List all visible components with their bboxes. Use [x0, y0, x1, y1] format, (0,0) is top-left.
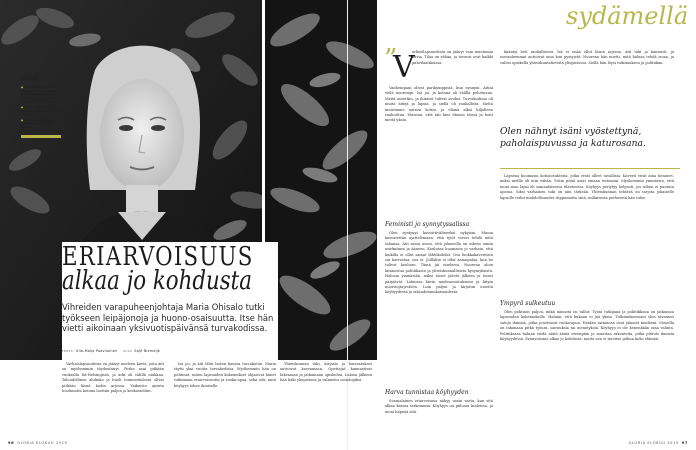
- body-column-right-2: [500, 174, 674, 298]
- drop-cap-letter: V: [393, 50, 415, 85]
- body-column-mid-3: [385, 399, 493, 439]
- paragraph: arhaislapsuudesta on jäänyt vain muutamia kuvia. Tilaa on vähän, ja tavarat ovat kaikki pahvilaatikoissa.: [412, 50, 493, 65]
- footer-left: [8, 441, 67, 445]
- footer-left-text: GLORIA ELOKUU 2015: [17, 441, 68, 445]
- paragraph: Olen syntynyt kasvattivälineeksi nykyisin. Minua kasvatettiin ajattelemaan, että tytöt voivat tehdä mitä tahansa. Äiti sanoi usein, että jokaisella on oikeus omiin unelmiinsa ja ääneen. Koulussa huomasin jo varhain, että kaikilla ei ollut samat lähtökohdat. Osa luokkakavereista sai harrastaa, osa ei. Joillakin ei ollut aamupalaa, kun he tulivat kouluun. Tämä jäi mieleeni. Nuorena aloin kiinnostua politiikasta ja yhteiskunnallisista kysymyksistä. Halusin ymmärtää, miksi toiset jäävät jälkeen ja toiset pärjäävät. Lukiossa kävin mielenosoituksissa ja liityin nuorisojärjestöön. Luin paljon ja kirjoitin esseitä köyhyydestä ja oikeudenmukaisuudesta.: [385, 231, 493, 295]
- kuka-item: ● Tutkimusaiheet ovat köyhyys ja eriarvoisuus sekä ruoka-apu.: [21, 106, 63, 117]
- body-column-mid-intro: [412, 50, 493, 84]
- kuka-box: [21, 74, 63, 138]
- paragraph: Olen pohtinut paljon, mikä minusta on tullut. Työni tutkijana ja poliitikkona on jatkumoa lapsuuden kokemuksille. Haluan, että kukaan ei jää yksin. Tutkimuksessani olen tavannut satoja ihmisiä, jotka jonottavat ruoka-apua. Heidän tarinansa ovat jääneet mieleeni. Monella on takanaan pitkä työura, sairauksia tai menetyksiä. Köyhyys ei ole kenenkään oma valinta. Politiikassa haluan viedä näitä ääniä eteenpäin ja muuttaa rakenteita, jotka pitävät ihmisiä köyhyydessä. Eriarvoisuus alkaa jo kohdusta, mutta sen ei tarvitse jatkua koko elämää.: [500, 310, 674, 342]
- paragraph: Lapsena huomasin kotiolosuhteita, jotka eivät olleet tavallisia. Kaverit eivät aina tienneet, miksi meillä oli niin vähän. Yritin pitää asiat omana tietonani. Myöhemmin ymmärsin, että moni muu lapsi eli samanlaisessa tilanteessa. Köyhyys periytyy helposti, jos siihen ei puututa ajoissa. Siksi varhainen tuki on niin tärkeää. Yhteiskunnan tehtävä on tarjota jokaiselle lapselle reilut mahdollisuudet riippumatta siitä, millaisesta perheestä hän tulee.: [500, 174, 674, 200]
- body-column-right-3: [500, 310, 674, 436]
- body-column-mid-2: [385, 231, 493, 387]
- paragraph: kääntyi heti rauhallisesti. Isä ei enää ollut läsnä arjessa. Äiti tuki ja kannusti, ja isovanhemmat auttoivat aina kun pystyivät. Nuorena hän mietti, mitä haluaa tehdä isona, ja valitsi opiskella yhteiskuntatieteitä yliopistossa. Siellä hän löysi tutkimuksen ja politiikan.: [500, 50, 674, 65]
- paragraph: Yhteiskunnan tuki, kirjasto ja harrastukset auttoivat kasvamaan. Opettajat kannustivat lukemaan ja jatkamaan opiskelua. Lukion jälkeen hän haki yliopistoon ja valmistui sosiologiksi.: [280, 362, 372, 383]
- page-number-left: 96: [8, 441, 15, 445]
- kuka-title: Kuka: [21, 74, 38, 82]
- paragraph: Varhaislapsuudesta on jäänyt mieleen kuvia, joita äiti on myöhemmin täydentänyt. Perhe asui pitkään vuokralla Itä-Helsingissä, ja arki oli välillä niukkaa. Taloudellinen ahdinko ja huoli toimeentulosta olivat pitkään läsnä kodin arjessa. Vaikeista ajoista huolimatta kotona luettiin paljon ja keskusteltiin.: [62, 362, 164, 394]
- headline-line-1: ERIARVOISUUS: [62, 242, 254, 272]
- footer-right: [629, 441, 688, 445]
- byline-text-author: Ulla-Maija Paavilainen: [75, 349, 118, 353]
- drop-cap: [384, 44, 415, 85]
- byline: [62, 349, 274, 353]
- page-number-right: 97: [681, 441, 688, 445]
- kuka-item: ● Harrastaa lukemista, liikuntaa ja konserteissa käymistä.: [21, 119, 63, 130]
- body-column-left-2: [174, 362, 276, 438]
- subheading: Feministi jo synnytyssalissa: [385, 221, 470, 228]
- headline-block: [62, 242, 278, 360]
- footer-right-text: GLORIA ELOKUU 2015: [628, 441, 679, 445]
- kuka-item: ● Maria Ohisalo, 30, on köyhyystutkija ja poliitikko. Valittiin keväällä Helsingin varapuheenjohtajaksi. On kotoisin Itä-Helsingistä.: [21, 86, 63, 104]
- lead-paragraph: Vihreiden varapuheenjohtaja Maria Ohisalo tutki työkseen leipäjonoja ja huono-osaisuutta. Itse hän vietti aikoinaan yksivuotispäivänsä turvakodissa.: [62, 302, 274, 333]
- subheading: Harva tunnistaa köyhyyden: [385, 389, 469, 396]
- pull-quote-rule: [500, 168, 680, 169]
- paragraph: Isä joi, ja äiti lähti lasten kanssa turvakotiin. Maria täytti yksi vuotta turvakodissa. Myöhemmin hän on pohtinut, miten lapsuuden kokemukset ohjasivat hänet tutkimaan eriarvoisuutta ja ruoka-apua, sekä sitä, mitä köyhyys tekee ihmiselle.: [174, 362, 276, 388]
- body-column-left-3: [280, 362, 372, 438]
- byline-photo-label: KUVA: [123, 350, 133, 353]
- paragraph: Suomalainen eriarvoisuus näkyy usein vasta, kun sitä alkaa katsoa tarkemmin. Köyhyys on piilossa kodeissa, ja moni häpeää sitä.: [385, 399, 493, 414]
- pull-quote: Olen nähnyt isäni vyöstettynä, paholaispuvussa ja katurosana.: [500, 126, 646, 149]
- byline-photo-author: Sajé Niemdijk: [134, 349, 161, 353]
- kuka-accent-bar: [21, 135, 61, 138]
- body-column-mid-1: [385, 86, 493, 218]
- leaves-photo: [265, 0, 377, 360]
- spread-title: sydämellä: [566, 2, 689, 30]
- body-column-right-1: [500, 50, 674, 120]
- paragraph: Vanhempani olivat parikymppisiä, kun synnyin. Äitini vielä nuorempi. Isä joi, ja kotona oli välillä pelottavaa. Meitä autettiin, ja ihmiset tulivat avuksi. Turvakodissa oli muita äitejä ja lapsia, ja siellä oli rauhallista. Sieltä muutimme uuteen kotiin, ja elämä alkoi hiljalleen rauhoittua. Muistan, että äiti kävi iltaisin töissä ja hoiti meitä yksin.: [385, 86, 493, 123]
- body-column-left-1: [62, 362, 164, 438]
- subheading: Ympyrä sulkeutuu: [500, 300, 556, 307]
- quote-mark-icon: ”: [384, 44, 398, 74]
- leaves-image: [265, 0, 377, 360]
- headline-line-2: alkaa jo kohdusta: [62, 266, 252, 296]
- byline-text-label: TEKSTI: [62, 350, 74, 353]
